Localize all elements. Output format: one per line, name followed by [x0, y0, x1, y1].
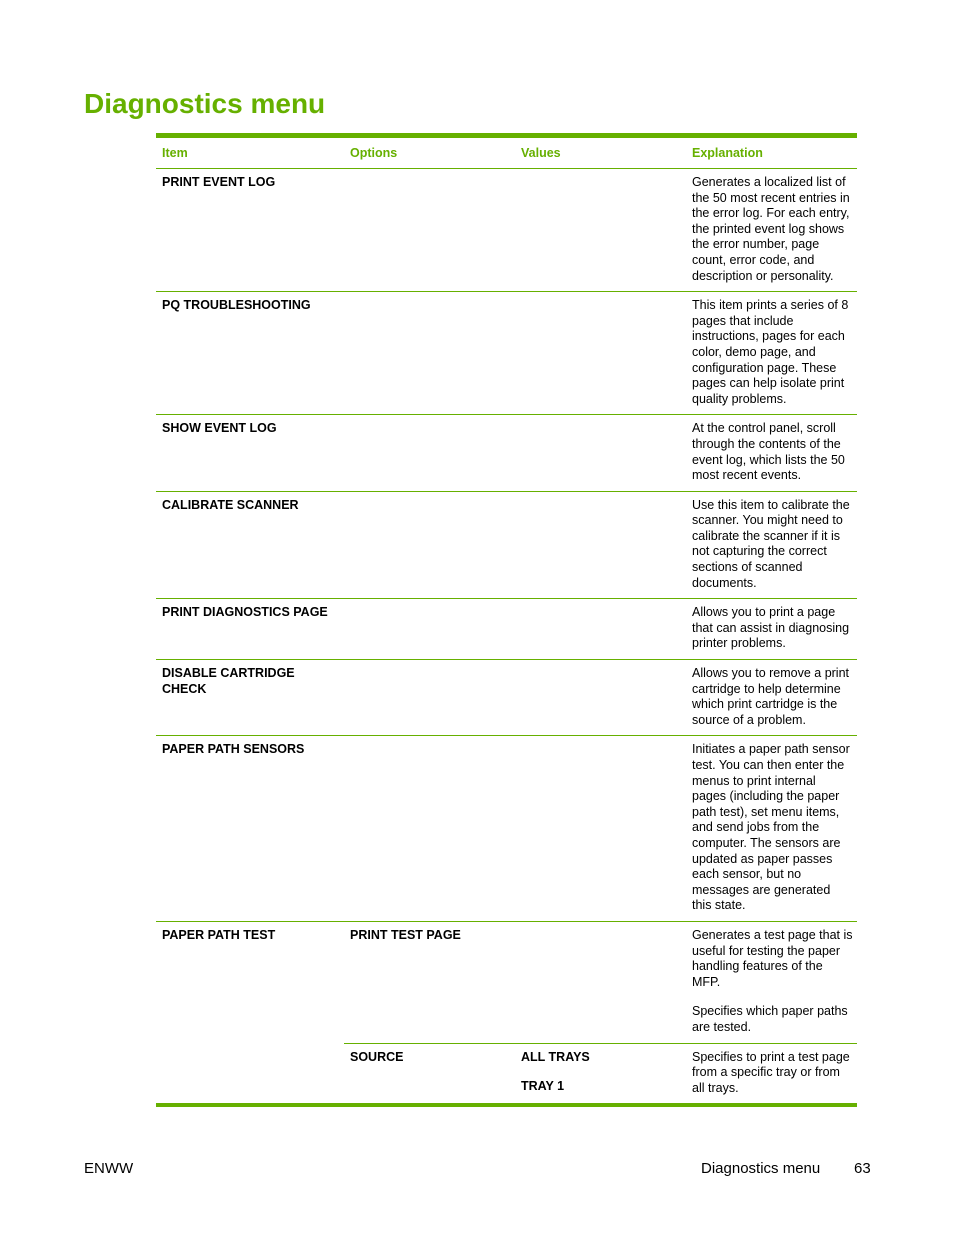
column-header-explanation: Explanation [692, 146, 763, 160]
explanation-cell: This item prints a series of 8 pages that include instructions, pages for each color, demo page, and configuration page. These pages can help isolate print quality problems. [692, 298, 849, 406]
item-cell: PRINT DIAGNOSTICS PAGE [162, 605, 328, 620]
table-row [156, 415, 857, 491]
table-row [156, 736, 857, 922]
subrow-source [344, 1043, 857, 1104]
explanation-paragraph: Generates a test page that is useful for testing the paper handling features of the MFP. [692, 927, 853, 989]
item-cell: PAPER PATH TEST [162, 927, 276, 942]
options-cell [344, 292, 515, 414]
table-row [156, 169, 857, 292]
item-cell: PQ TROUBLESHOOTING [162, 298, 311, 313]
values-cell [515, 736, 686, 921]
value-all-trays: ALL TRAYS [521, 1049, 590, 1064]
table-row [156, 660, 857, 736]
explanation-cell: Allows you to print a page that can assist in diagnosing printer problems. [692, 605, 850, 651]
explanation-cell: Initiates a paper path sensor test. You can then enter the menus to print internal pages (including the paper path test), set menu items, and send jobs from the computer. The sensors are updated as paper passes each sensor, but no messages are generated this state. [692, 742, 850, 913]
item-cell: DISABLE CARTRIDGE CHECK [162, 666, 295, 696]
values-cell [515, 169, 686, 291]
values-cell [515, 292, 686, 414]
column-header-options: Options [350, 146, 398, 160]
explanation-cell: Use this item to calibrate the scanner. You might need to calibrate the scanner if it is not capturing the correct sections of scanned documents. [692, 497, 850, 590]
options-cell [344, 492, 515, 599]
table-row-paper-path-test [156, 922, 857, 1103]
column-header-values: Values [521, 146, 561, 160]
values-cell [515, 492, 686, 599]
diagnostics-menu-table [156, 133, 857, 1107]
subrow-print-test-page [344, 922, 857, 1043]
table-header-row [156, 138, 857, 169]
value-tray-1: TRAY 1 [521, 1079, 565, 1094]
options-cell [344, 660, 515, 735]
explanation-cell: At the control panel, scroll through the contents of the event log, which lists the 50 most recent events. [692, 421, 845, 483]
page-title: Diagnostics menu [84, 88, 326, 119]
footer-section-title: Diagnostics menu [701, 1160, 821, 1177]
explanation-cell: Allows you to remove a print cartridge to help determine which print cartridge is the source of a problem. [692, 666, 850, 727]
values-cell [515, 660, 686, 735]
table-row [156, 292, 857, 415]
options-cell [344, 736, 515, 921]
options-cell [344, 169, 515, 291]
footer-left-label: ENWW [84, 1160, 134, 1177]
options-cell: SOURCE [350, 1049, 404, 1064]
values-cell [515, 599, 686, 659]
options-cell [344, 599, 515, 659]
item-cell: SHOW EVENT LOG [162, 421, 277, 436]
explanation-cell [686, 922, 857, 1043]
item-cell: CALIBRATE SCANNER [162, 497, 299, 512]
table-row [156, 492, 857, 600]
column-header-item: Item [162, 146, 188, 160]
table-row [156, 599, 857, 660]
page-number: 63 [854, 1160, 871, 1177]
item-cell: PRINT EVENT LOG [162, 175, 276, 189]
options-cell [344, 415, 515, 490]
values-cell [515, 415, 686, 490]
explanation-cell: Specifies to print a test page from a specific tray or from all trays. [692, 1049, 850, 1095]
explanation-cell: Generates a localized list of the 50 most recent entries in the error log. For each entry, the printed event log shows the error number, page count, error code, and description or personality. [692, 175, 850, 283]
explanation-paragraph: Specifies which paper paths are tested. [692, 1004, 848, 1034]
item-cell: PAPER PATH SENSORS [162, 742, 305, 757]
options-cell: PRINT TEST PAGE [350, 927, 461, 942]
values-cell [515, 1044, 686, 1104]
values-cell [515, 922, 686, 1043]
